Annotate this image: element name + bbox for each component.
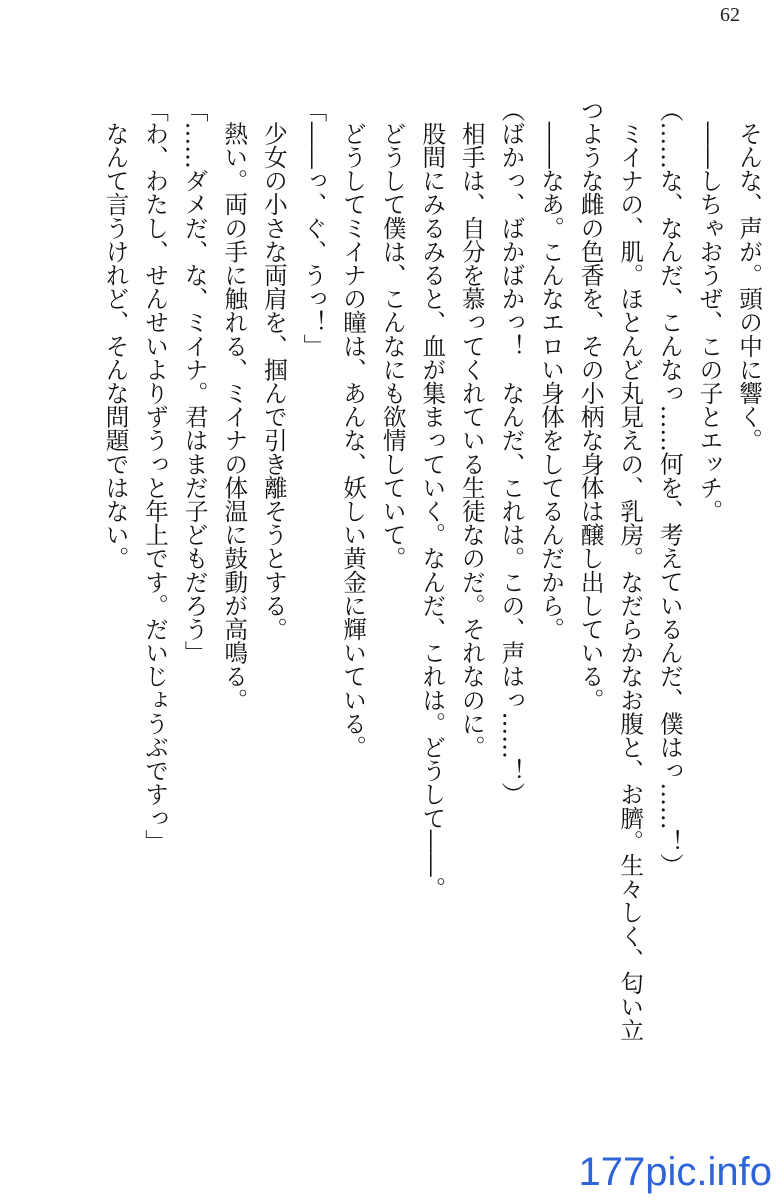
page-number: 62 <box>720 4 740 26</box>
text-line: ――なあ。こんなエロい身体をしてるんだから。 <box>537 98 566 641</box>
text-line: ミイナの、肌。ほとんど丸見えの、乳房。なだらかなお腹と、お臍。生々しく、匂い立 <box>616 98 645 1042</box>
text-line: 少女の小さな両肩を、掴んで引き離そうとする。 <box>259 98 288 641</box>
vertical-text-body <box>95 98 768 1158</box>
text-line: 「わ、わたし、せんせいよりずうっと年上です。だいじょうぶですっ」 <box>141 98 170 854</box>
watermark-link[interactable]: 177pic.info <box>578 1150 772 1194</box>
text-line: どうしてミイナの瞳は、あんな、妖しい黄金に輝いている。 <box>339 98 368 759</box>
text-line: つような雌の色香を、その小柄な身体は醸し出している。 <box>576 98 605 712</box>
text-line: 「……ダメだ、な、ミイナ。君はまだ子どもだろう」 <box>180 98 209 665</box>
text-line: なんて言うけれど、そんな問題ではない。 <box>101 98 130 570</box>
text-line: 熱い。両の手に触れる、ミイナの体温に鼓動が高鳴る。 <box>220 98 249 712</box>
text-line: そんな、声が。頭の中に響く。 <box>735 98 763 452</box>
text-line: どうして僕は、こんなにも欲情していて。 <box>378 98 407 570</box>
text-line: 相手は、自分を慕ってくれている生徒なのだ。それなのに。 <box>457 98 486 759</box>
text-line: ――しちゃおうぜ、この子とエッチ。 <box>695 98 724 523</box>
text-line: 股間にみるみると、血が集まっていく。なんだ、これは。どうして――。 <box>418 98 447 901</box>
text-line: 「――っ、ぐ、うっ！」 <box>299 98 328 358</box>
text-line: （……な、なんだ、こんなっ……何を、考えているんだ、僕はっ……！） <box>655 98 684 877</box>
text-line: （ばかっ、ばかばかっ！ なんだ、これは。この、声はっ……！） <box>497 98 526 806</box>
